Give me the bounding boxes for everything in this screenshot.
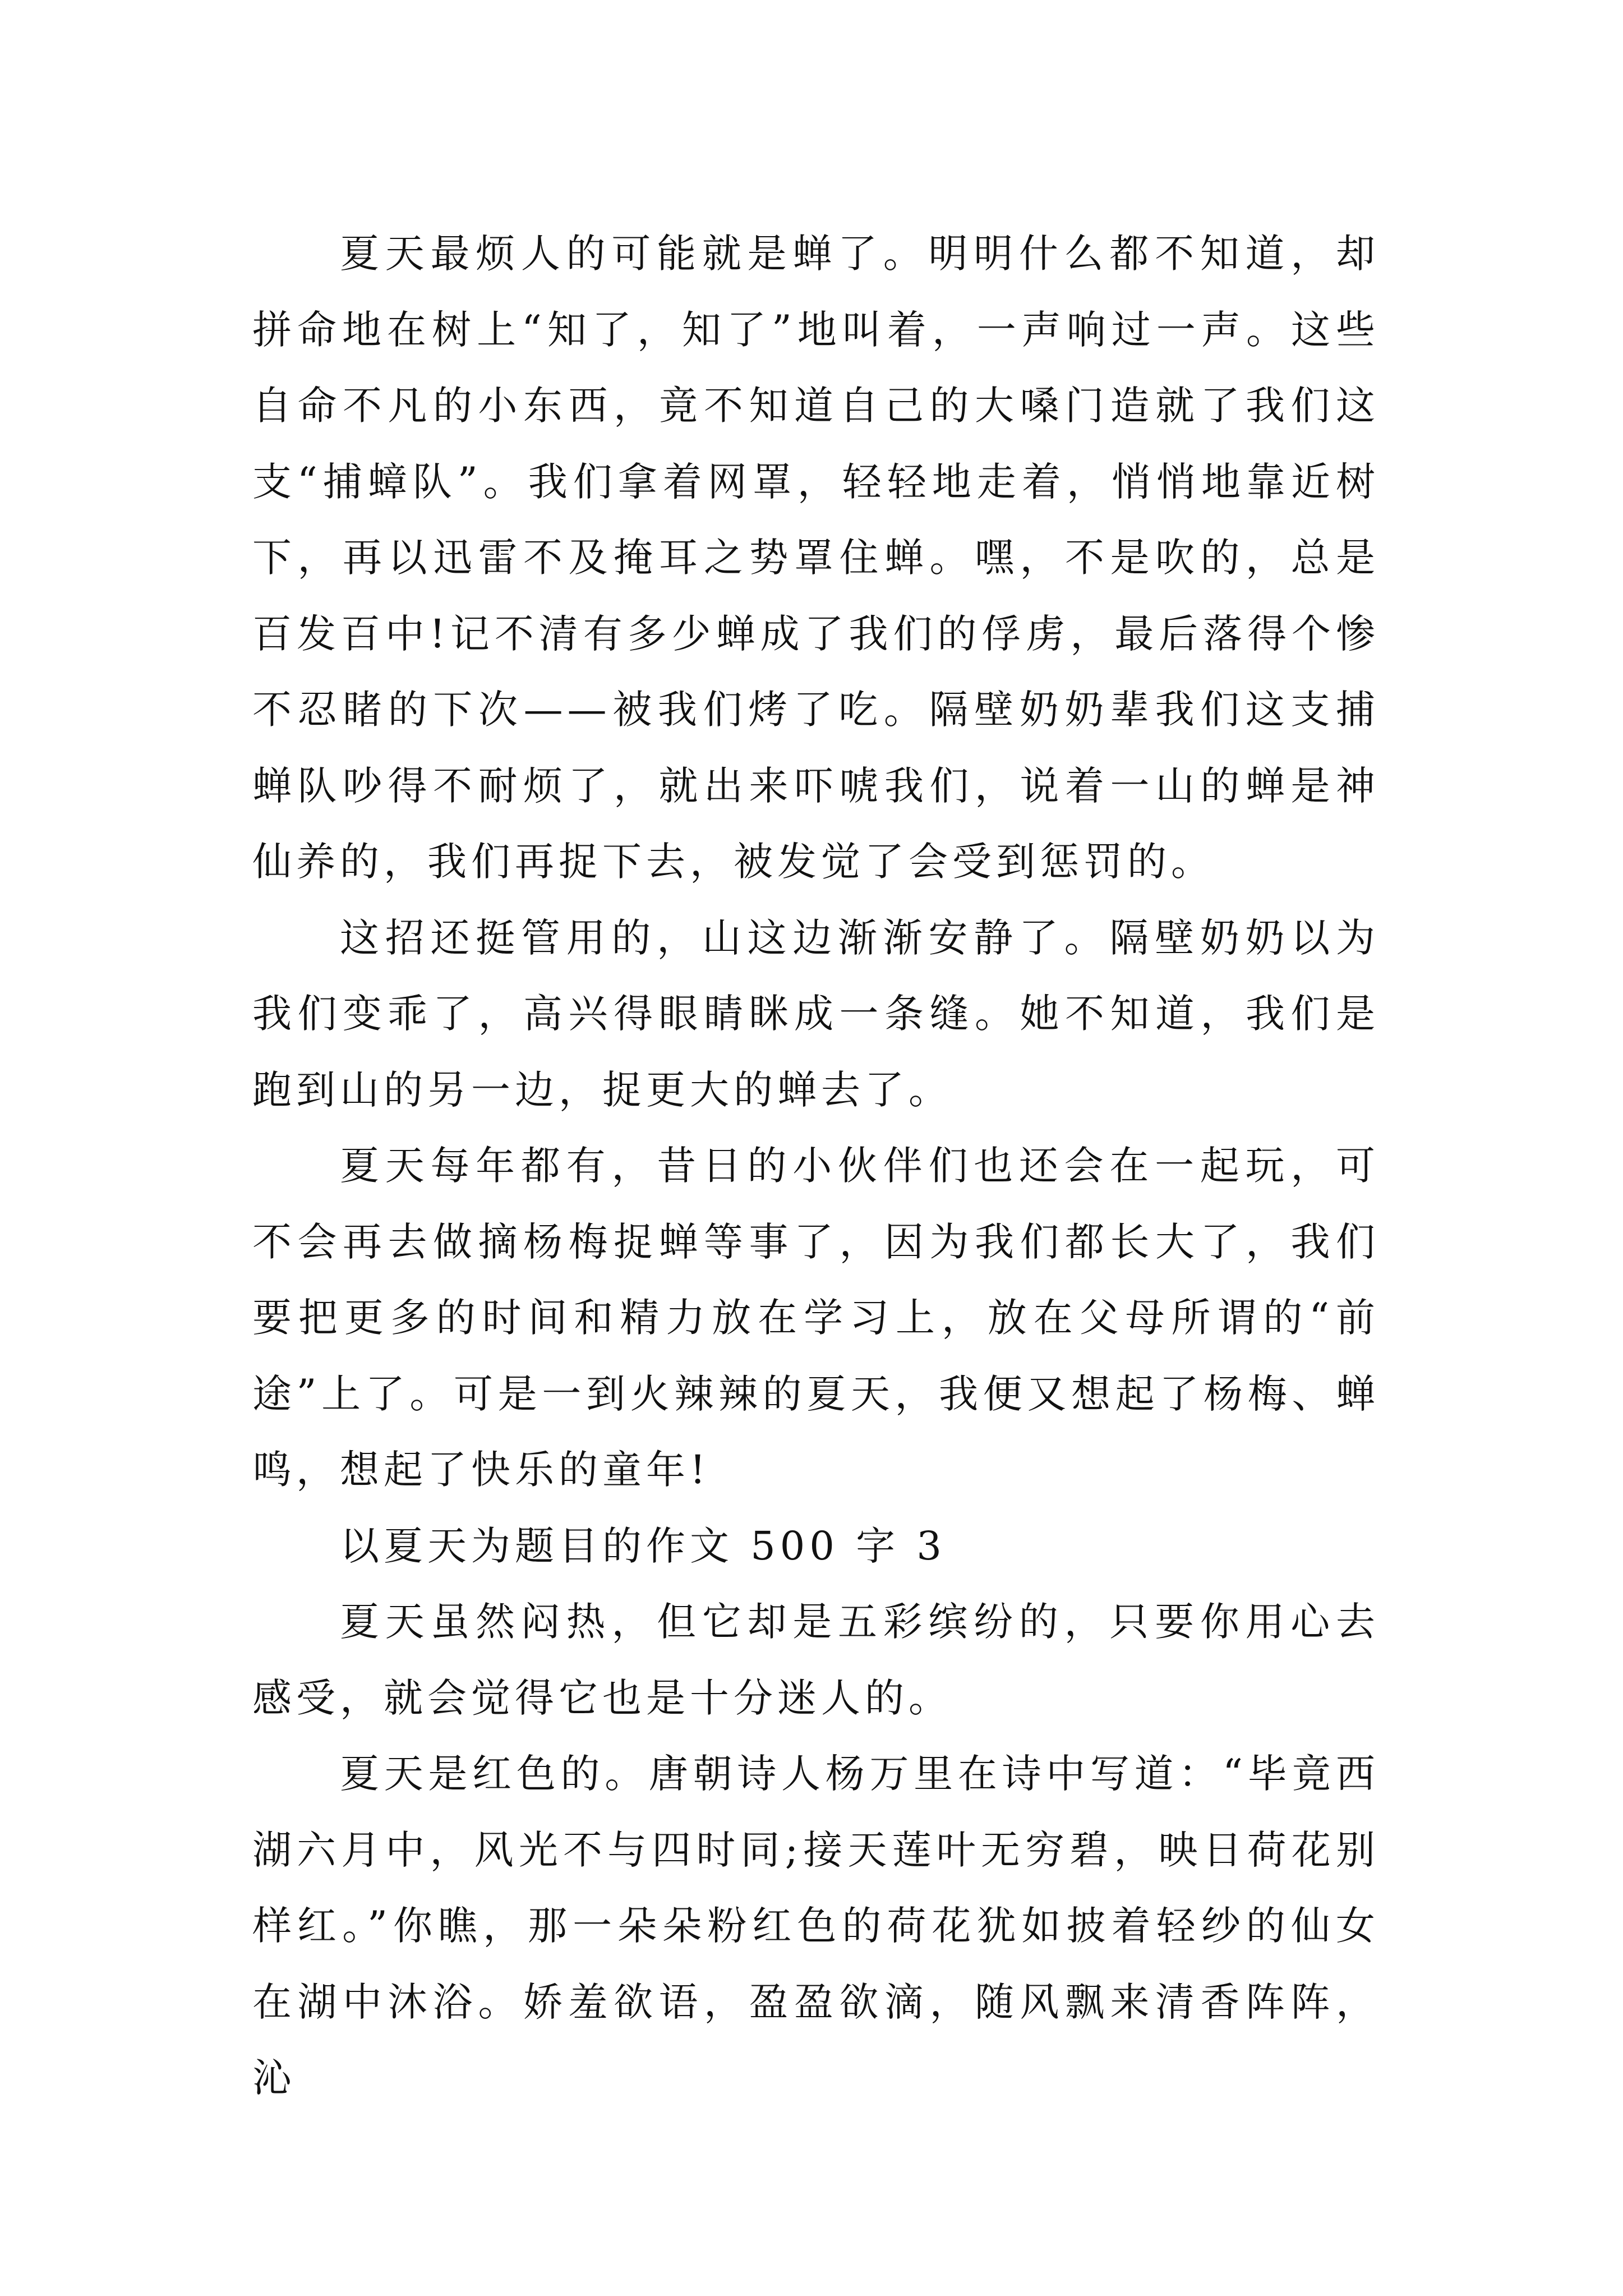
paragraph-growing-up: 夏天每年都有，昔日的小伙伴们也还会在一起玩，可不会再去做摘杨梅捉蝉等事了，因为我们都长大了，我们要把更多的时间和精力放在学习上，放在父母所谓的“前途”上了。可是一到火辣辣的夏天，我便又想起了杨梅、蝉鸣，想起了快乐的童年! <box>252 1143 1380 1493</box>
paragraph-summer-colorful: 夏天虽然闷热，但它却是五彩缤纷的，只要你用心去感受，就会觉得它也是十分迷人的。 <box>252 1599 1380 1721</box>
paragraph-cicada-hunting: 夏天最烦人的可能就是蝉了。明明什么都不知道，却拼命地在树上“知了，知了”地叫着，一声响过一声。这些自命不凡的小东西，竟不知道自己的大嗓门造就了我们这支“捕蟑队”。我们拿着网罩，轻轻地走着，悄悄地靠近树下，再以迅雷不及掩耳之势罩住蝉。嘿，不是吹的，总是百发百中!记不清有多少蝉成了我们的俘虏，最后落得个惨不忍睹的下次——被我们烤了吃。隔壁奶奶辈我们这支捕蝉队吵得不耐烦了，就出来吓唬我们，说着一山的蝉是神仙养的，我们再捉下去，被发觉了会受到惩罚的。 <box>252 231 1380 885</box>
document-body <box>252 216 1380 2116</box>
essay-heading: 以夏天为题目的作文 500 字 3 <box>340 1522 946 1569</box>
paragraph-quiet-mountain: 这招还挺管用的，山这边渐渐安静了。隔壁奶奶以为我们变乖了，高兴得眼睛眯成一条缝。她不知道，我们是跑到山的另一边，捉更大的蝉去了。 <box>252 914 1380 1113</box>
paragraph-summer-red: 夏天是红色的。唐朝诗人杨万里在诗中写道：“毕竟西湖六月中，风光不与四时同;接天莲叶无穷碧，映日荷花别样红。”你瞧，那一朵朵粉红色的荷花犹如披着轻纱的仙女在湖中沐浴。娇羞欲语，盈盈欲滴，随风飘来清香阵阵，沁 <box>252 1751 1380 2101</box>
